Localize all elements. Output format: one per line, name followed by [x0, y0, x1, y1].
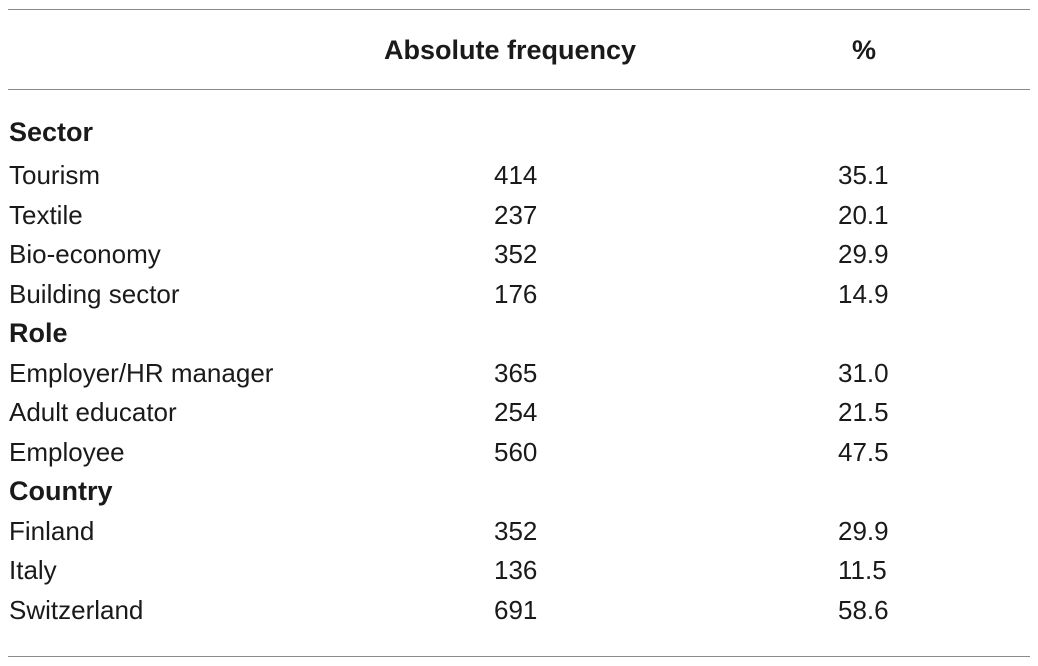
row-percent: 31.0	[838, 357, 889, 388]
column-header-percent: %	[852, 35, 877, 65]
table-row	[0, 196, 1038, 236]
row-label: Employee	[9, 436, 125, 467]
row-percent: 14.9	[838, 278, 889, 309]
column-header-absolute-frequency: Absolute frequency	[384, 35, 637, 65]
row-label: Employer/HR manager	[9, 357, 274, 388]
section-title: Role	[9, 318, 68, 348]
table-row	[0, 591, 1038, 631]
section-heading-country	[0, 472, 1038, 512]
row-percent: 58.6	[838, 594, 889, 625]
table-top-rule	[8, 9, 1030, 10]
section-title: Country	[9, 476, 113, 506]
row-frequency: 176	[494, 278, 538, 309]
table-row	[0, 235, 1038, 275]
row-frequency: 254	[494, 397, 538, 427]
table-row	[0, 512, 1038, 552]
table-body	[0, 111, 1038, 630]
table-row	[0, 433, 1038, 473]
row-label: Italy	[9, 555, 57, 585]
row-label: Textile	[9, 199, 83, 230]
section-title: Sector	[9, 117, 94, 147]
row-label: Finland	[9, 515, 95, 546]
table-row	[0, 393, 1038, 433]
row-percent: 35.1	[838, 160, 889, 190]
row-label: Tourism	[9, 160, 101, 190]
table-row	[0, 156, 1038, 196]
row-frequency: 352	[494, 515, 538, 546]
row-percent: 47.5	[838, 436, 889, 467]
row-frequency: 352	[494, 239, 538, 269]
row-percent: 11.5	[838, 555, 887, 585]
row-label: Bio-economy	[9, 239, 161, 269]
row-frequency: 365	[494, 357, 538, 388]
row-label: Switzerland	[9, 594, 144, 625]
section-heading-sector	[0, 111, 1038, 156]
table-header-row	[0, 30, 1038, 70]
row-percent: 21.5	[838, 397, 889, 427]
row-percent: 29.9	[838, 515, 889, 546]
row-frequency: 136	[494, 555, 538, 585]
row-frequency: 560	[494, 436, 538, 467]
section-heading-role	[0, 314, 1038, 354]
table-row	[0, 551, 1038, 591]
row-label: Building sector	[9, 278, 180, 309]
row-percent: 20.1	[838, 199, 889, 230]
table-header-rule	[8, 89, 1030, 90]
row-frequency: 691	[494, 594, 538, 625]
row-percent: 29.9	[838, 239, 889, 269]
row-frequency: 414	[494, 160, 538, 190]
row-frequency: 237	[494, 199, 538, 230]
table-row	[0, 275, 1038, 315]
row-label: Adult educator	[9, 397, 177, 427]
table-bottom-rule	[8, 656, 1030, 657]
table-row	[0, 354, 1038, 394]
